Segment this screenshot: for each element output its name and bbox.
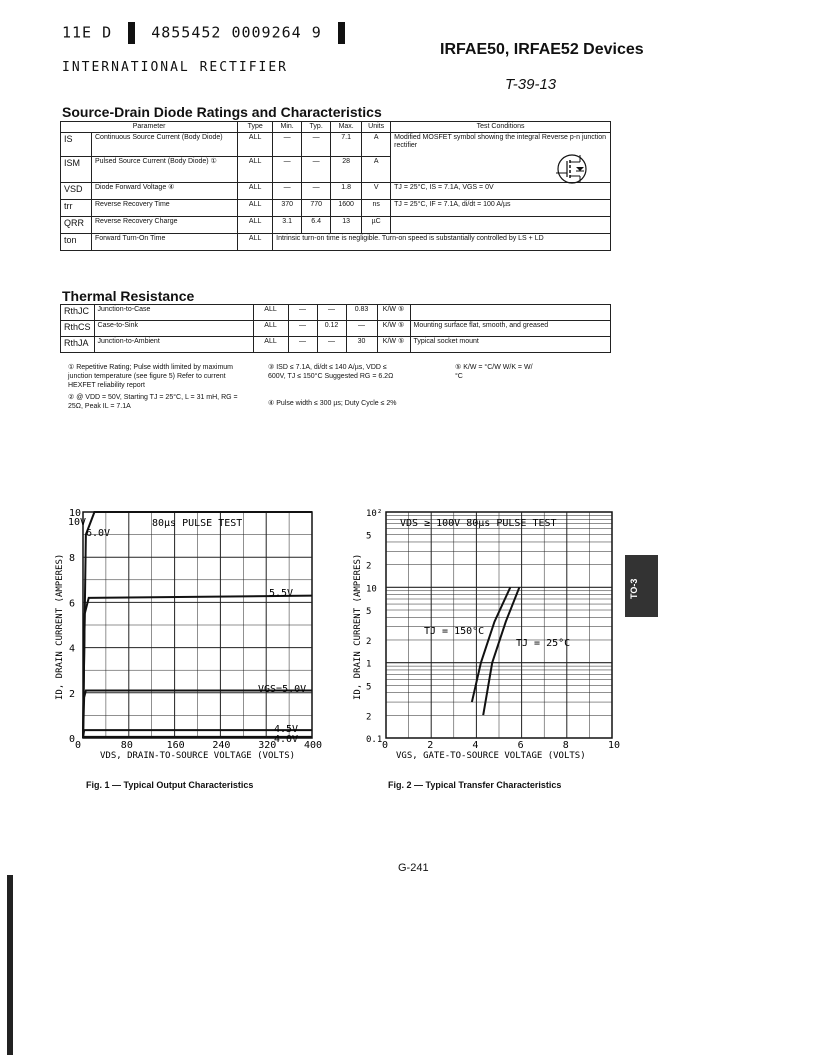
cell-conditions	[391, 217, 611, 234]
param-symbol: RthCS	[61, 321, 95, 337]
param-symbol: RthJA	[61, 337, 95, 353]
cell-units: K/W ⑤	[377, 337, 410, 353]
binding-edge	[7, 875, 13, 1055]
param-name: Junction-to-Case	[94, 305, 253, 321]
cell-max: 0.83	[346, 305, 377, 321]
cell-units: A	[362, 157, 391, 183]
fig1-grid	[83, 512, 312, 738]
fig2-series	[472, 587, 519, 715]
section-title-thermal: Thermal Resistance	[62, 288, 195, 304]
y-tick-label: 1	[366, 659, 372, 670]
diode-ratings-table	[60, 121, 611, 251]
cell-max: —	[346, 321, 377, 337]
cell-min: —	[273, 183, 302, 200]
note-2: ② @ VDD = 50V, Starting TJ = 25°C, L = 31 mH, RG = 25Ω, Peak IL = 7.1A	[68, 394, 238, 410]
x-tick-label: 240	[212, 740, 231, 751]
fig1-title: 80µs PULSE TEST	[152, 518, 243, 529]
table-row	[61, 337, 611, 353]
y-tick-label: 2	[366, 561, 372, 572]
cell-units: ns	[362, 200, 391, 217]
param-symbol: VSD	[61, 183, 92, 200]
cell-conditions: TJ = 25°C, IF = 7.1A, di/dt = 100 A/µs	[391, 200, 611, 217]
param-name: Forward Turn-On Time	[92, 234, 238, 251]
cell-typ: —	[302, 183, 331, 200]
fig2-label-25c: TJ = 25°C	[516, 638, 571, 649]
fig1-label-5v: VGS=5.0V	[258, 684, 307, 695]
table-row	[61, 183, 611, 200]
param-symbol: RthJC	[61, 305, 95, 321]
cell-note: Intrinsic turn-on time is negligible. Turn-on speed is substantially controlled by LS + LD	[273, 234, 611, 251]
fig2-label-150c: TJ = 150°C	[424, 626, 485, 637]
cell-max: 13	[331, 217, 362, 234]
side-tab	[625, 555, 658, 617]
table-row	[61, 133, 611, 157]
param-symbol: ton	[61, 234, 92, 251]
cell-type: ALL	[253, 305, 288, 321]
note-1: ① Repetitive Rating; Pulse width limited by maximum junction temperature (see figure 5) Refer to current HEXFET reliability report	[68, 364, 234, 389]
fig1-label-5-5v: 5.5V	[269, 588, 294, 599]
y-tick-label: 2	[366, 712, 372, 723]
fig2-xlabel: VGS, GATE-TO-SOURCE VOLTAGE (VOLTS)	[396, 751, 586, 761]
device-title: IRFAE50, IRFAE52 Devices	[440, 41, 644, 58]
cell-type: ALL	[238, 157, 273, 183]
y-tick-label: 6	[69, 598, 76, 610]
note-4: ④ Pulse width ≤ 300 µs; Duty Cycle ≤ 2%	[268, 400, 397, 407]
barcode-bar-icon	[338, 22, 345, 44]
side-tab-label: TO-3	[629, 578, 639, 599]
y-tick-label: 8	[69, 553, 76, 565]
col-header: Units	[362, 122, 391, 133]
cond-text: Modified MOSFET symbol showing the integral Reverse p-n junction rectifier	[394, 134, 607, 150]
cell-type: ALL	[238, 183, 273, 200]
x-tick-label: 8	[562, 740, 569, 751]
y-tick-label: 5	[366, 531, 372, 542]
cell-type: ALL	[253, 337, 288, 353]
cell-units: V	[362, 183, 391, 200]
param-symbol: IS	[61, 133, 92, 157]
col-header: Min.	[273, 122, 302, 133]
x-tick-label: 10	[608, 740, 621, 751]
barcode-bar-icon	[128, 22, 135, 44]
param-symbol: ISM	[61, 157, 92, 183]
fig2-caption: Fig. 2 — Typical Transfer Characteristics	[388, 780, 562, 790]
x-tick-label: 4	[472, 740, 479, 751]
cell-conditions	[410, 305, 610, 321]
cell-units: A	[362, 133, 391, 157]
y-tick-label: 5	[366, 607, 372, 618]
cell-typ: —	[302, 157, 331, 183]
cell-min: —	[288, 321, 317, 337]
header-code-mid: 4855452 0009264 9	[151, 23, 322, 42]
note-5: ⑤ K/W = °C/W W/K = W/°C	[455, 364, 533, 380]
table-header-row	[61, 122, 611, 133]
cell-min: —	[273, 157, 302, 183]
cell-conditions: Mounting surface flat, smooth, and greased	[410, 321, 610, 337]
fig1-label-6v: 6.0V	[86, 528, 111, 539]
fig2-grid	[386, 512, 612, 738]
cell-type: ALL	[238, 133, 273, 157]
doc-header-code	[62, 22, 351, 44]
cell-max: 28	[331, 157, 362, 183]
fig1-ticks	[69, 508, 322, 751]
fig1-ylabel: ID, DRAIN CURRENT (AMPERES)	[55, 553, 65, 700]
cell-type: ALL	[238, 200, 273, 217]
fig1-caption: Fig. 1 — Typical Output Characteristics	[86, 780, 254, 790]
x-tick-label: 2	[427, 740, 434, 751]
cell-max: 1600	[331, 200, 362, 217]
y-tick-label: 10²	[366, 509, 383, 519]
table-row	[61, 234, 611, 251]
cell-min: —	[288, 337, 317, 353]
col-header: Test Conditions	[391, 122, 611, 133]
cell-typ: 0.12	[317, 321, 346, 337]
cell-typ: —	[317, 337, 346, 353]
cell-type: ALL	[238, 217, 273, 234]
cell-max: 1.8	[331, 183, 362, 200]
table-row	[61, 305, 611, 321]
y-tick-label: 4	[69, 643, 76, 655]
section-title-diode: Source-Drain Diode Ratings and Characteristics	[62, 104, 382, 120]
param-name: Reverse Recovery Time	[92, 200, 238, 217]
y-tick-label: 2	[366, 636, 372, 647]
param-name: Reverse Recovery Charge	[92, 217, 238, 234]
y-tick-label: 0	[69, 734, 76, 745]
cell-conditions: Typical socket mount	[410, 337, 610, 353]
header-code-left: 11E D	[62, 23, 113, 42]
param-name: Pulsed Source Current (Body Diode) ①	[92, 157, 238, 183]
fig1-label-10v: 10V	[68, 517, 87, 528]
cell-min: —	[288, 305, 317, 321]
x-tick-label: 160	[166, 740, 185, 751]
x-tick-label: 6	[517, 740, 524, 751]
param-name: Diode Forward Voltage ④	[92, 183, 238, 200]
cell-min: 3.1	[273, 217, 302, 234]
x-tick-label: 80	[120, 740, 133, 751]
col-header: Max.	[331, 122, 362, 133]
y-tick-label: 0.1	[366, 735, 383, 745]
note-3: ③ ISD ≤ 7.1A, di/dt ≤ 140 A/µs, VDD ≤ 600V, TJ ≤ 150°C Suggested RG = 6.2Ω	[268, 364, 394, 380]
col-header: Type	[238, 122, 273, 133]
cell-conditions	[391, 133, 611, 183]
fig1-xlabel: VDS, DRAIN-TO-SOURCE VOLTAGE (VOLTS)	[100, 751, 296, 761]
col-header: Typ.	[302, 122, 331, 133]
fig2-title: VDS ≥ 100V 80µs PULSE TEST	[400, 518, 557, 529]
doc-number: T-39-13	[505, 76, 557, 93]
cell-typ: —	[302, 133, 331, 157]
x-tick-label: 0	[382, 740, 389, 751]
fig1-output-chart	[40, 500, 330, 770]
y-tick-label: 10	[366, 584, 377, 595]
table-row	[61, 217, 611, 234]
y-tick-label: 2	[69, 688, 76, 700]
fig2-ticks	[366, 509, 620, 751]
col-header: Parameter	[61, 122, 238, 133]
fig1-label-4v: 4.0V	[274, 734, 299, 745]
cell-type: ALL	[253, 321, 288, 337]
table-row	[61, 321, 611, 337]
cell-units: µC	[362, 217, 391, 234]
cell-max: 30	[346, 337, 377, 353]
x-tick-label: 320	[258, 740, 277, 751]
cell-units: K/W ⑤	[377, 305, 410, 321]
cell-min: —	[273, 133, 302, 157]
fig2-transfer-chart	[340, 500, 630, 770]
cell-typ: 770	[302, 200, 331, 217]
cell-typ: 6.4	[302, 217, 331, 234]
cell-conditions: TJ = 25°C, IS = 7.1A, VGS = 0V	[391, 183, 611, 200]
cell-min: 370	[273, 200, 302, 217]
x-tick-label: 400	[304, 740, 323, 751]
x-tick-label: 0	[75, 740, 82, 751]
thermal-table	[60, 304, 611, 353]
y-tick-label: 5	[366, 682, 372, 693]
cell-typ: —	[317, 305, 346, 321]
table-row	[61, 200, 611, 217]
cell-type: ALL	[238, 234, 273, 251]
param-name: Junction-to-Ambient	[94, 337, 253, 353]
cell-max: 7.1	[331, 133, 362, 157]
cell-units: K/W ⑤	[377, 321, 410, 337]
param-name: Case-to-Sink	[94, 321, 253, 337]
param-symbol: trr	[61, 200, 92, 217]
company-name: INTERNATIONAL RECTIFIER	[62, 60, 289, 75]
fig2-ylabel: ID, DRAIN CURRENT (AMPERES)	[353, 553, 363, 700]
page-number: G-241	[398, 862, 429, 874]
param-symbol: QRR	[61, 217, 92, 234]
fig1-label-4-5v: 4.5V	[274, 724, 299, 735]
mosfet-symbol-icon	[552, 151, 592, 187]
y-tick-label: 10	[69, 508, 82, 519]
series-line	[472, 587, 510, 702]
param-name: Continuous Source Current (Body Diode)	[92, 133, 238, 157]
